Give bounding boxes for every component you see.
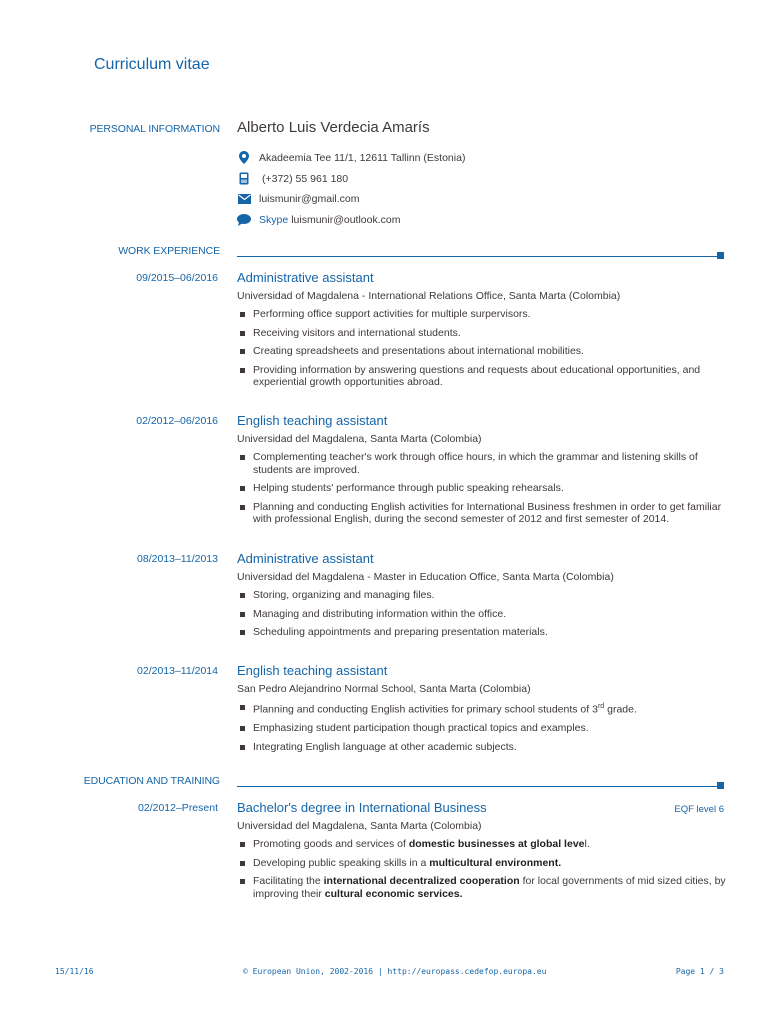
section-label-personal: PERSONAL INFORMATION [89, 123, 220, 135]
phone-text: (+372) 55 961 180 [262, 172, 349, 185]
email-text[interactable]: luismunir@gmail.com [259, 193, 360, 205]
bullet-item: Providing information by answering questions and requests about educational opportunities, and experiential growth opportunities abroad. [237, 364, 727, 389]
job-title: English teaching assistant [237, 413, 388, 428]
bullet-item: Developing public speaking skills in a multicultural environment. [237, 857, 727, 870]
bullet-item: Emphasizing student participation though practical topics and examples. [237, 722, 727, 735]
skype-text: luismunir@outlook.com [291, 214, 401, 226]
section-label-education: EDUCATION AND TRAINING [83, 775, 220, 787]
education-dates: 02/2012–Present [138, 802, 218, 814]
education-org: Universidad del Magdalena, Santa Marta (Colombia) [237, 820, 482, 832]
degree-title: Bachelor's degree in International Business [237, 800, 487, 815]
footer-date: 15/11/16 [55, 967, 94, 976]
bullet-item: Promoting goods and services of domestic businesses at global level. [237, 838, 727, 851]
contact-email[interactable] [237, 193, 360, 205]
job-bullets [237, 701, 727, 759]
job-dates: 02/2013–11/2014 [137, 665, 218, 677]
bullet-item: Planning and conducting English activities for International Business freshmen in order to get familiar with professional English, during the second semester of 2012 and first semester of 2014. [237, 501, 727, 526]
contact-phone [237, 172, 348, 185]
section-divider-end [717, 252, 724, 259]
section-divider-end [717, 782, 724, 789]
footer-page-number: Page 1 / 3 [675, 967, 724, 976]
skype-label: Skype [259, 214, 289, 226]
bullet-item: Managing and distributing information within the office. [237, 608, 727, 621]
bullet-item: Receiving visitors and international students. [237, 327, 727, 340]
skype-icon [237, 214, 251, 226]
contact-skype [237, 214, 400, 226]
bullet-item: Planning and conducting English activities for primary school students of 3rd grade. [237, 701, 727, 716]
job-title: Administrative assistant [237, 270, 374, 285]
bullet-item: Creating spreadsheets and presentations about international mobilities. [237, 345, 727, 358]
eqf-level: EQF level 6 [674, 804, 724, 815]
job-title: Administrative assistant [237, 551, 374, 566]
job-bullets [237, 589, 727, 645]
bullet-item: Integrating English language at other academic subjects. [237, 741, 727, 754]
education-bullets [237, 838, 727, 906]
job-dates: 09/2015–06/2016 [136, 272, 218, 284]
footer-copyright[interactable]: © European Union, 2002-2016 | http://europass.cedefop.europa.eu [243, 967, 547, 976]
bullet-item: Performing office support activities for multiple surpervisors. [237, 308, 727, 321]
email-icon [237, 194, 251, 204]
job-bullets [237, 308, 727, 395]
bullet-item: Facilitating the international decentralized cooperation for local governments of mid sized cities, by improving their cultural economic services. [237, 875, 727, 900]
cv-title: Curriculum vitae [94, 56, 210, 73]
job-org: Universidad del Magdalena, Santa Marta (Colombia) [237, 433, 482, 445]
bullet-item: Storing, organizing and managing files. [237, 589, 727, 602]
section-label-work: WORK EXPERIENCE [118, 245, 220, 257]
location-icon [237, 151, 251, 164]
job-title: English teaching assistant [237, 663, 388, 678]
job-org: Universidad del Magdalena - Master in Education Office, Santa Marta (Colombia) [237, 571, 614, 583]
person-name: Alberto Luis Verdecia Amarís [237, 119, 430, 136]
bullet-item: Complementing teacher's work through office hours, in which the grammar and listening skills of students are improved. [237, 451, 727, 476]
section-divider [237, 786, 719, 787]
job-dates: 02/2012–06/2016 [136, 415, 218, 427]
job-org: Universidad of Magdalena - International Relations Office, Santa Marta (Colombia) [237, 290, 621, 302]
job-dates: 08/2013–11/2013 [137, 553, 218, 565]
address-text: Akadeemia Tee 11/1, 12611 Tallinn (Estonia) [259, 151, 466, 164]
section-divider [237, 256, 719, 257]
phone-icon [237, 172, 251, 185]
contact-address [237, 151, 465, 164]
job-org: San Pedro Alejandrino Normal School, Santa Marta (Colombia) [237, 683, 531, 695]
job-bullets [237, 451, 727, 532]
bullet-item: Scheduling appointments and preparing presentation materials. [237, 626, 727, 639]
bullet-item: Helping students' performance through public speaking rehearsals. [237, 482, 727, 495]
